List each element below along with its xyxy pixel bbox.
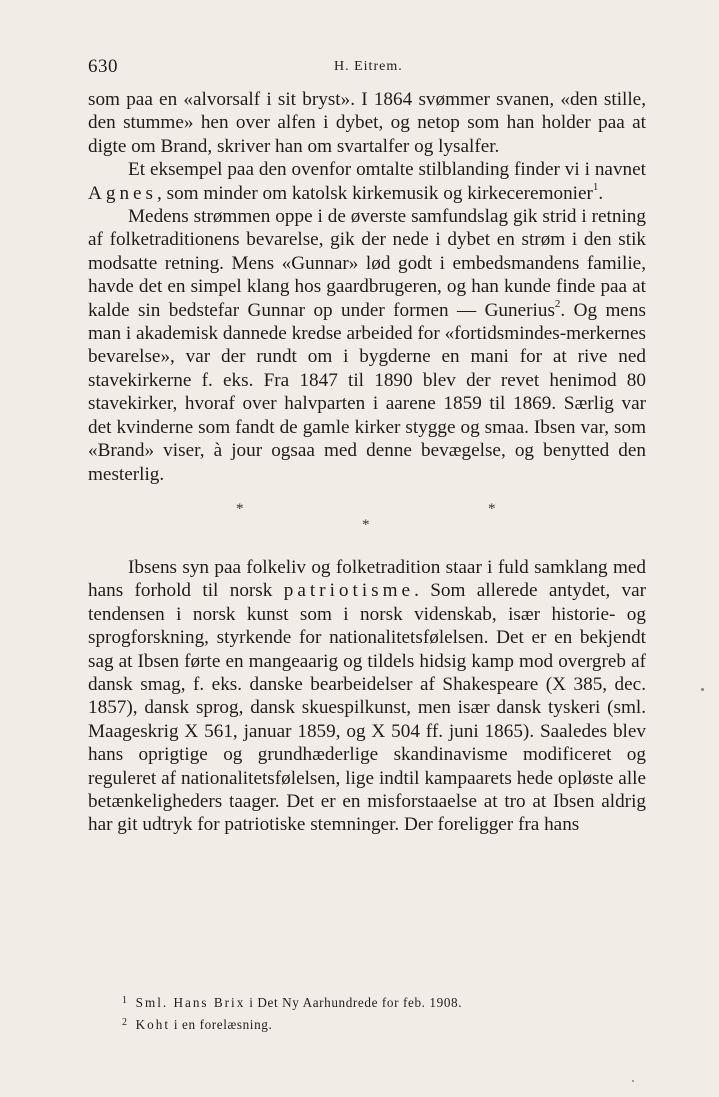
paragraph-2	[88, 158, 646, 205]
paragraph-3-after: . Og mens man i akademisk dannede kredse arbeided for «fortidsmindes-merkernes bevarelse», var der rundt om i bygderne en mani for at rive ned stavekirkerne f. eks. Fra 1847 til 1890 blev der revet henimod 80 stavekirker, hvoraf over halvparten i aarene 1859 til 1869. Særlig var det kvinderne som fandt de gamle kirker stygge og smaa. Ibsen var, som «Brand» viser, à jour ogsaa med denne bevægelse, og benytted den mesterlig.	[88, 299, 646, 485]
section-break-asterism	[88, 496, 646, 552]
page-number: 630	[88, 56, 118, 77]
footnote-1	[122, 993, 622, 1015]
paragraph-4	[88, 556, 646, 837]
footnote-1-text: i Det Ny Aarhundrede for feb. 1908.	[245, 995, 463, 1010]
paragraph-3	[88, 205, 646, 486]
running-head: H. Eitrem.	[334, 59, 403, 74]
paragraph-2-end: .	[598, 182, 604, 204]
paragraph-2-after: , som minder om katolsk kirkemusik og kirkeceremonier	[157, 182, 593, 204]
asterism-star-right: *	[488, 500, 496, 517]
footnote-1-author: Sml. Hans Brix	[135, 995, 246, 1010]
footnote-ref-1: 1	[592, 181, 599, 194]
spaced-word-agnes: Agnes	[88, 182, 158, 204]
paragraph-4-after: . Som allerede antydet, var tendensen i norsk kunst som i norsk videnskab, især historie- og sprogforskning, styrkende for nationalitetsfølelsen. Det er en bekjendt sag at Ibsen førte en mangeaarig og tildels hidsig kamp mod overgreb af dansk smag, f. eks. danske bearbeidelser af Shakespeare (X 385, dec. 1857), dansk sprog, dansk skuespilkunst, men især dansk tyskeri (sml. Maageskrig X 561, januar 1859, og X 504 ff. juni 1865). Saaledes blev hans oprigtige og grundhæderlige skandinavisme modificeret og reguleret af nationalitetsfølelsen, lige indtil kampaarets hede opløste alle betænkeligheders taager. Det er en misforstaaelse at tro at Ibsen aldrig har git udtryk for patriotiske stemninger. Der foreligger fra hans	[88, 580, 646, 836]
body-text	[88, 88, 646, 837]
asterism-star-middle: *	[362, 516, 370, 533]
paragraph-2-before: Et eksempel paa den ovenfor omtalte stilblanding finder vi i navnet	[128, 159, 646, 181]
asterism-star-left: *	[236, 500, 244, 517]
paragraph-4-before: Ibsens syn paa folkeliv og folketradition staar i fuld samklang med hans forhold til norsk	[88, 556, 646, 602]
footnotes	[122, 993, 622, 1037]
page-header	[88, 56, 646, 80]
footnote-2-author: Koht	[135, 1017, 170, 1032]
spaced-word-patriotisme: patriotisme	[283, 580, 415, 602]
paper-speck	[701, 688, 704, 691]
paragraph-1: som paa en «alvorsalf i sit bryst». I 1864 svømmer svanen, «den stille, den stumme» hen over alfen i dybet, og netop som han holder paa at digte om Brand, skriver han om svartalfer og lysalfer.	[88, 89, 646, 157]
paper-speck	[632, 1080, 634, 1082]
footnote-2-text: i en forelæsning.	[169, 1017, 273, 1032]
footnote-2-mark: 2	[122, 1017, 128, 1028]
paragraph-3-before: Medens strømmen oppe i de øverste samfundslag gik strid i retning af folketraditionens bevarelse, gik der nede i dybet en strøm i den stik modsatte retning. Mens «Gunnar» lød godt i embedsmandens familie, havde det en simpel klang hos gaardbrugeren, og han kunde finde paa at kalde sin bedstefar Gunnar op under formen — Gunerius	[88, 206, 646, 321]
footnote-ref-2: 2	[554, 298, 561, 311]
footnote-1-mark: 1	[122, 995, 128, 1006]
footnote-2	[122, 1015, 622, 1037]
